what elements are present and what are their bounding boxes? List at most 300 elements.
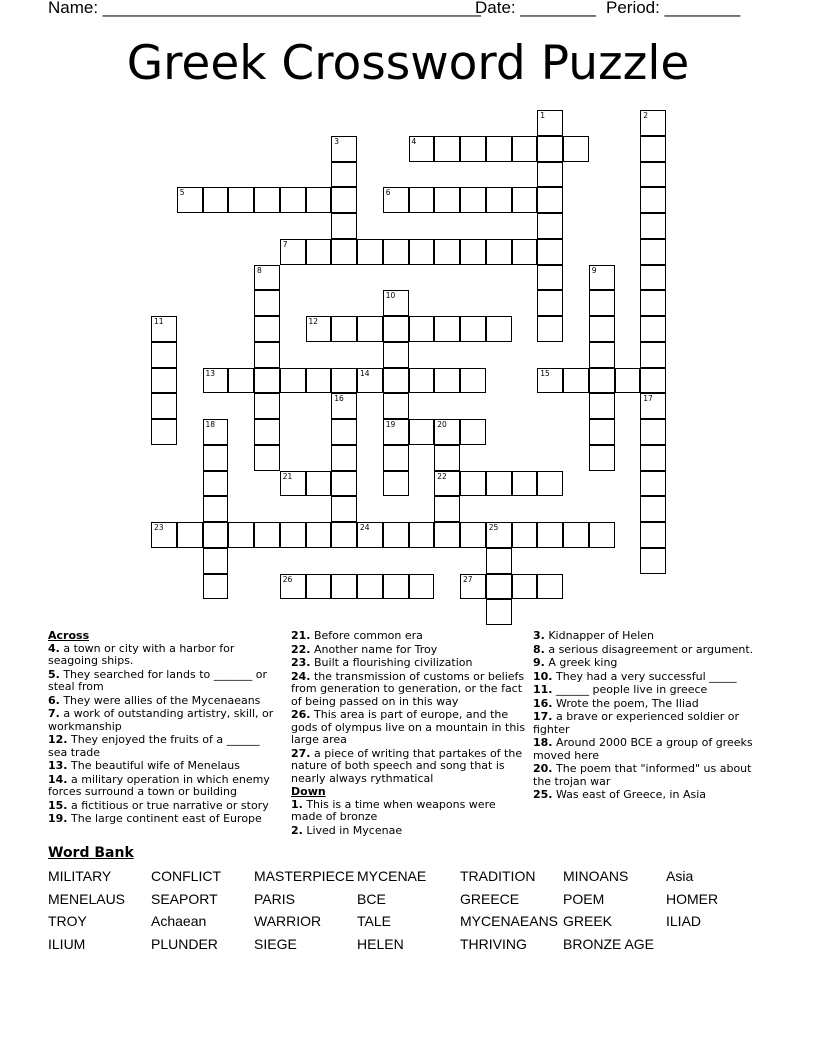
grid-cell[interactable] xyxy=(331,419,357,445)
grid-cell[interactable] xyxy=(280,239,306,265)
grid-cell[interactable] xyxy=(409,239,435,265)
grid-cell[interactable] xyxy=(306,471,332,497)
clue-number-label: 11. xyxy=(533,683,553,696)
grid-cell[interactable] xyxy=(254,342,280,368)
clue-item xyxy=(48,800,276,813)
grid-cell[interactable] xyxy=(331,136,357,162)
word-bank-item: MYCENAEANS xyxy=(460,913,559,929)
grid-cell[interactable] xyxy=(640,239,666,265)
grid-cell[interactable] xyxy=(434,316,460,342)
grid-cell[interactable] xyxy=(640,419,666,445)
clue-number-label: 15. xyxy=(48,798,68,812)
word-bank-item: GREECE xyxy=(460,890,520,907)
clue-number-label: 14. xyxy=(48,772,68,786)
word-bank-item: GREEK xyxy=(563,913,613,929)
word-bank-item: WARRIOR xyxy=(254,913,322,929)
clue-number: 24 xyxy=(360,523,370,532)
clue-number: 10 xyxy=(385,291,396,301)
grid-cell[interactable] xyxy=(434,471,460,497)
grid-cell[interactable] xyxy=(537,239,563,265)
grid-cell[interactable] xyxy=(383,574,409,600)
clue-item xyxy=(48,643,276,668)
grid-cell[interactable] xyxy=(177,187,203,213)
grid-cell[interactable] xyxy=(254,265,280,291)
word-bank-item: MINOANS xyxy=(563,868,629,884)
grid-cell[interactable] xyxy=(203,574,229,600)
clue-text: a town or city with a harbor for seagoing ships. xyxy=(48,641,235,667)
clue-text: This is a time when weapons were made of bronze xyxy=(291,797,496,823)
grid-cell[interactable] xyxy=(434,522,460,548)
clue-number: 1 xyxy=(540,111,546,120)
grid-cell[interactable] xyxy=(537,368,563,394)
clue-number: 23 xyxy=(154,523,164,532)
grid-cell[interactable] xyxy=(589,445,615,471)
word-bank-item: SIEGE xyxy=(254,935,297,952)
grid-cell[interactable] xyxy=(486,471,512,497)
grid-cell[interactable] xyxy=(383,342,409,368)
clue-text: A greek king xyxy=(544,656,618,669)
grid-cell[interactable] xyxy=(254,522,280,548)
clue-item xyxy=(48,669,276,694)
grid-cell[interactable] xyxy=(460,368,486,394)
word-bank-item: MENELAUS xyxy=(48,890,126,907)
grid-cell[interactable] xyxy=(383,239,409,265)
grid-cell[interactable] xyxy=(409,316,435,342)
grid-cell[interactable] xyxy=(203,548,229,574)
grid-cell[interactable] xyxy=(228,522,254,548)
clue-text: Wrote the poem, The Iliad xyxy=(552,696,699,710)
grid-cell[interactable] xyxy=(537,162,563,188)
grid-cell[interactable] xyxy=(306,187,332,213)
word-bank-item: Asia xyxy=(666,868,694,884)
clue-number: 13 xyxy=(205,368,216,378)
word-bank-item: TRADITION xyxy=(460,868,536,884)
grid-cell[interactable] xyxy=(228,187,254,213)
grid-cell[interactable] xyxy=(254,445,280,471)
clue-number: 12 xyxy=(308,317,319,326)
clue-number-label: 18. xyxy=(533,736,553,749)
grid-cell[interactable] xyxy=(589,368,615,394)
clue-text: a piece of writing that partakes of the nature of both speech and song that is nearly always rythmatical xyxy=(291,746,523,785)
clue-number-label: 8. xyxy=(533,642,545,656)
grid-cell[interactable] xyxy=(563,368,589,394)
grid-cell[interactable] xyxy=(512,239,538,265)
clue-number-label: 2. xyxy=(291,823,303,837)
grid-cell[interactable] xyxy=(409,136,435,162)
grid-cell[interactable] xyxy=(563,522,589,548)
grid-cell[interactable] xyxy=(151,316,177,342)
grid-cell[interactable] xyxy=(640,522,666,548)
grid-cell[interactable] xyxy=(537,316,563,342)
clue-number: 3 xyxy=(334,136,340,146)
grid-cell[interactable] xyxy=(589,419,615,445)
grid-cell[interactable] xyxy=(460,471,486,497)
clue-text: a brave or experienced soldier or fighter xyxy=(533,710,740,736)
clue-number: 27 xyxy=(463,574,473,584)
grid-cell[interactable] xyxy=(640,316,666,342)
clue-number: 17 xyxy=(643,394,653,404)
grid-cell[interactable] xyxy=(460,136,486,162)
clue-number: 8 xyxy=(257,265,262,275)
clue-number: 14 xyxy=(360,368,370,378)
name-field[interactable]: Name: ________________________________________ xyxy=(48,0,481,17)
word-bank-title: Word Bank xyxy=(48,845,134,861)
grid-cell[interactable] xyxy=(331,162,357,188)
grid-cell[interactable] xyxy=(589,316,615,342)
grid-cell[interactable] xyxy=(331,213,357,239)
clue-number-label: 26. xyxy=(291,708,311,721)
clue-number: 18 xyxy=(205,420,216,429)
clue-number-label: 10. xyxy=(533,669,553,683)
grid-cell[interactable] xyxy=(486,136,512,162)
grid-cell[interactable] xyxy=(177,522,203,548)
grid-cell[interactable] xyxy=(589,265,615,291)
word-bank-item: CONFLICT xyxy=(151,868,221,884)
grid-cell[interactable] xyxy=(331,522,357,548)
grid-cell[interactable] xyxy=(254,316,280,342)
word-bank-item: Achaean xyxy=(151,913,207,929)
clue-number-label: 22. xyxy=(291,642,311,656)
grid-cell[interactable] xyxy=(280,187,306,213)
grid-cell[interactable] xyxy=(460,419,486,445)
clue-item xyxy=(533,763,758,788)
grid-cell[interactable] xyxy=(512,522,538,548)
clue-item xyxy=(48,708,276,733)
clue-item xyxy=(291,799,527,824)
grid-cell[interactable] xyxy=(486,187,512,213)
grid-cell[interactable] xyxy=(512,471,538,497)
grid-cell[interactable] xyxy=(151,393,177,419)
clue-text: a work of outstanding artistry, skill, or workmanship xyxy=(48,707,274,733)
grid-cell[interactable] xyxy=(640,445,666,471)
grid-cell[interactable] xyxy=(537,574,563,600)
grid-cell[interactable] xyxy=(486,239,512,265)
word-bank-item: TROY xyxy=(48,913,87,929)
grid-cell[interactable] xyxy=(151,522,177,548)
grid-cell[interactable] xyxy=(203,419,229,445)
grid-cell[interactable] xyxy=(537,213,563,239)
grid-cell[interactable] xyxy=(537,265,563,291)
grid-cell[interactable] xyxy=(383,393,409,419)
clue-number-label: 17. xyxy=(533,710,553,723)
clue-item xyxy=(291,630,527,643)
clue-item xyxy=(533,684,758,697)
grid-cell[interactable] xyxy=(357,239,383,265)
grid-cell[interactable] xyxy=(357,316,383,342)
clue-number: 22 xyxy=(437,471,447,481)
clues-column-3 xyxy=(533,630,758,803)
clue-text: This area is part of europe, and the gods of olympus live on a mountain in this large area xyxy=(291,708,526,746)
clue-item xyxy=(533,711,758,736)
clue-number-label: 20. xyxy=(533,762,553,775)
clue-item xyxy=(48,774,276,799)
grid-cell[interactable] xyxy=(537,522,563,548)
grid-cell[interactable] xyxy=(357,522,383,548)
word-bank-item: PLUNDER xyxy=(151,935,218,952)
word-bank-item: POEM xyxy=(563,890,605,907)
clue-number-label: 13. xyxy=(48,759,68,772)
clue-text: Around 2000 BCE a group of greeks moved here xyxy=(533,736,753,762)
clue-number: 20 xyxy=(437,420,447,429)
grid-cell[interactable] xyxy=(306,316,332,342)
clue-number-label: 24. xyxy=(291,669,311,683)
clue-item xyxy=(48,813,276,826)
clue-text: the transmission of customs or beliefs from generation to generation, or the fact of being passed on in this way xyxy=(291,669,525,708)
clue-text: Lived in Mycenae xyxy=(302,823,403,837)
grid-cell[interactable] xyxy=(383,419,409,445)
word-bank-item: MASTERPIECE xyxy=(254,868,355,884)
grid-cell[interactable] xyxy=(409,419,435,445)
clue-item xyxy=(533,630,758,643)
grid-cell[interactable] xyxy=(383,316,409,342)
grid-cell[interactable] xyxy=(460,187,486,213)
grid-cell[interactable] xyxy=(434,368,460,394)
grid-cell[interactable] xyxy=(203,522,229,548)
grid-cell[interactable] xyxy=(331,471,357,497)
grid-cell[interactable] xyxy=(434,445,460,471)
grid-cell[interactable] xyxy=(331,316,357,342)
clue-number-label: 3. xyxy=(533,629,545,642)
clue-item xyxy=(533,737,758,762)
clue-number-label: 27. xyxy=(291,746,311,760)
word-bank-item: BRONZE AGE xyxy=(563,935,655,952)
clue-number-label: 9. xyxy=(533,656,545,669)
grid-cell[interactable] xyxy=(486,548,512,574)
grid-cell[interactable] xyxy=(228,368,254,394)
clue-item xyxy=(533,657,758,670)
page-title: Greek Crossword Puzzle xyxy=(126,36,690,91)
grid-cell[interactable] xyxy=(537,290,563,316)
grid-cell[interactable] xyxy=(383,471,409,497)
grid-cell[interactable] xyxy=(512,574,538,600)
clue-number-label: 23. xyxy=(291,656,311,669)
clue-text: The beautiful wife of Menelaus xyxy=(67,759,240,772)
clue-number: 21 xyxy=(282,471,293,481)
grid-cell[interactable] xyxy=(357,574,383,600)
grid-cell[interactable] xyxy=(434,496,460,522)
grid-cell[interactable] xyxy=(409,187,435,213)
grid-cell[interactable] xyxy=(331,574,357,600)
word-bank-item: ILIUM xyxy=(48,935,86,952)
grid-cell[interactable] xyxy=(640,393,666,419)
grid-cell[interactable] xyxy=(306,368,332,394)
clue-number: 6 xyxy=(385,188,391,198)
grid-cell[interactable] xyxy=(460,574,486,600)
grid-cell[interactable] xyxy=(589,393,615,419)
clue-number-label: 16. xyxy=(533,696,553,710)
clue-text: Another name for Troy xyxy=(310,642,438,656)
grid-cell[interactable] xyxy=(512,187,538,213)
word-bank-item: MYCENAE xyxy=(357,868,427,884)
grid-cell[interactable] xyxy=(254,290,280,316)
grid-cell[interactable] xyxy=(280,471,306,497)
clue-text: They had a very successful _____ xyxy=(552,669,737,683)
word-bank-item: PARIS xyxy=(254,890,295,907)
grid-cell[interactable] xyxy=(331,445,357,471)
grid-cell[interactable] xyxy=(383,368,409,394)
grid-cell[interactable] xyxy=(254,368,280,394)
grid-cell[interactable] xyxy=(254,187,280,213)
grid-cell[interactable] xyxy=(640,496,666,522)
grid-cell[interactable] xyxy=(357,368,383,394)
clue-text: a serious disagreement or argument. xyxy=(544,642,754,656)
grid-cell[interactable] xyxy=(563,136,589,162)
grid-cell[interactable] xyxy=(409,368,435,394)
clue-number: 2 xyxy=(643,111,649,120)
clue-item xyxy=(533,644,758,657)
grid-cell[interactable] xyxy=(383,445,409,471)
clue-number-label: 19. xyxy=(48,812,68,825)
grid-cell[interactable] xyxy=(331,187,357,213)
clue-item xyxy=(291,671,527,709)
clue-item xyxy=(291,709,527,747)
across-heading: Across xyxy=(48,629,90,642)
clue-number: 9 xyxy=(591,265,597,275)
grid-cell[interactable] xyxy=(615,368,641,394)
clue-text: a military operation in which enemy forces surround a town or building xyxy=(48,772,270,798)
grid-cell[interactable] xyxy=(203,368,229,394)
clues-column-1 xyxy=(48,630,276,827)
word-bank-item: HELEN xyxy=(357,935,404,952)
clue-text: They searched for lands to _______ or steal from xyxy=(48,667,267,693)
clue-number-label: 21. xyxy=(291,629,311,642)
clue-item xyxy=(291,657,527,670)
grid-cell[interactable] xyxy=(434,419,460,445)
grid-cell[interactable] xyxy=(280,522,306,548)
clue-text: They enjoyed the fruits of a ______ sea trade xyxy=(48,733,260,759)
grid-cell[interactable] xyxy=(409,522,435,548)
grid-cell[interactable] xyxy=(306,574,332,600)
clue-number-label: 12. xyxy=(48,733,68,746)
word-bank-item: HOMER xyxy=(666,890,719,907)
grid-cell[interactable] xyxy=(640,187,666,213)
grid-cell[interactable] xyxy=(434,187,460,213)
grid-cell[interactable] xyxy=(331,239,357,265)
grid-cell[interactable] xyxy=(589,522,615,548)
clue-number: 19 xyxy=(385,420,396,429)
date-field[interactable]: Date: ________ xyxy=(475,0,596,17)
grid-cell[interactable] xyxy=(640,265,666,291)
word-bank-item: MILITARY xyxy=(48,868,112,884)
clue-number: 5 xyxy=(179,188,185,198)
grid-cell[interactable] xyxy=(434,239,460,265)
clue-text: a fictitious or true narrative or story xyxy=(67,798,269,812)
clue-item xyxy=(291,748,527,786)
grid-cell[interactable] xyxy=(254,393,280,419)
grid-cell[interactable] xyxy=(383,522,409,548)
grid-cell[interactable] xyxy=(460,316,486,342)
clue-item xyxy=(48,760,276,773)
grid-cell[interactable] xyxy=(203,445,229,471)
grid-cell[interactable] xyxy=(640,162,666,188)
grid-cell[interactable] xyxy=(460,522,486,548)
clue-text: The large continent east of Europe xyxy=(67,812,262,825)
clue-text: ______ people live in greece xyxy=(552,683,708,696)
grid-cell[interactable] xyxy=(486,574,512,600)
clue-number: 15 xyxy=(540,368,550,378)
grid-cell[interactable] xyxy=(151,342,177,368)
period-field[interactable]: Period: ________ xyxy=(606,0,741,17)
clue-item xyxy=(533,698,758,711)
grid-cell[interactable] xyxy=(331,496,357,522)
grid-cell[interactable] xyxy=(306,239,332,265)
clue-number: 11 xyxy=(154,317,164,326)
grid-cell[interactable] xyxy=(434,136,460,162)
grid-cell[interactable] xyxy=(203,471,229,497)
clue-number-label: 5. xyxy=(48,667,60,681)
clues-column-2 xyxy=(291,630,527,838)
clue-text: Before common era xyxy=(310,629,423,642)
grid-cell[interactable] xyxy=(537,110,563,136)
grid-cell[interactable] xyxy=(640,136,666,162)
clue-text: Built a flourishing civilization xyxy=(310,656,473,669)
clue-text: They were allies of the Mycenaeans xyxy=(59,693,261,707)
down-heading: Down xyxy=(291,785,326,798)
grid-cell[interactable] xyxy=(512,136,538,162)
grid-cell[interactable] xyxy=(640,548,666,574)
grid-cell[interactable] xyxy=(409,574,435,600)
grid-cell[interactable] xyxy=(486,522,512,548)
clue-number: 7 xyxy=(282,239,288,249)
clue-item xyxy=(48,734,276,759)
grid-cell[interactable] xyxy=(383,187,409,213)
grid-cell[interactable] xyxy=(640,290,666,316)
clue-number: 26 xyxy=(282,574,293,584)
clue-item xyxy=(291,825,527,838)
word-bank-item: BCE xyxy=(357,890,386,907)
grid-cell[interactable] xyxy=(640,342,666,368)
grid-cell[interactable] xyxy=(280,574,306,600)
grid-cell[interactable] xyxy=(640,368,666,394)
grid-cell[interactable] xyxy=(640,213,666,239)
grid-cell[interactable] xyxy=(151,419,177,445)
grid-cell[interactable] xyxy=(486,316,512,342)
grid-cell[interactable] xyxy=(486,599,512,625)
grid-cell[interactable] xyxy=(589,342,615,368)
clue-number-label: 1. xyxy=(291,797,303,811)
clue-text: Was east of Greece, in Asia xyxy=(552,788,707,801)
word-bank-item: THRIVING xyxy=(460,935,527,952)
clue-text: The poem that "informed" us about the trojan war xyxy=(533,762,752,788)
grid-cell[interactable] xyxy=(151,368,177,394)
grid-cell[interactable] xyxy=(254,419,280,445)
grid-cell[interactable] xyxy=(331,368,357,394)
clue-number-label: 7. xyxy=(48,707,60,720)
grid-cell[interactable] xyxy=(460,239,486,265)
clue-number: 25 xyxy=(488,523,499,532)
clue-number-label: 4. xyxy=(48,641,60,655)
clue-item xyxy=(533,671,758,684)
grid-cell[interactable] xyxy=(280,368,306,394)
grid-cell[interactable] xyxy=(306,522,332,548)
word-bank-item: SEAPORT xyxy=(151,890,218,907)
grid-cell[interactable] xyxy=(537,136,563,162)
grid-cell[interactable] xyxy=(589,290,615,316)
clue-number: 16 xyxy=(334,394,344,404)
grid-cell[interactable] xyxy=(203,187,229,213)
grid-cell[interactable] xyxy=(640,110,666,136)
clue-item xyxy=(533,789,758,802)
grid-cell[interactable] xyxy=(537,187,563,213)
grid-cell[interactable] xyxy=(640,471,666,497)
grid-cell[interactable] xyxy=(203,496,229,522)
grid-cell[interactable] xyxy=(331,393,357,419)
word-bank-item: ILIAD xyxy=(666,913,702,929)
grid-cell[interactable] xyxy=(537,471,563,497)
clue-item xyxy=(291,644,527,657)
grid-cell[interactable] xyxy=(383,290,409,316)
clue-number-label: 6. xyxy=(48,693,60,707)
